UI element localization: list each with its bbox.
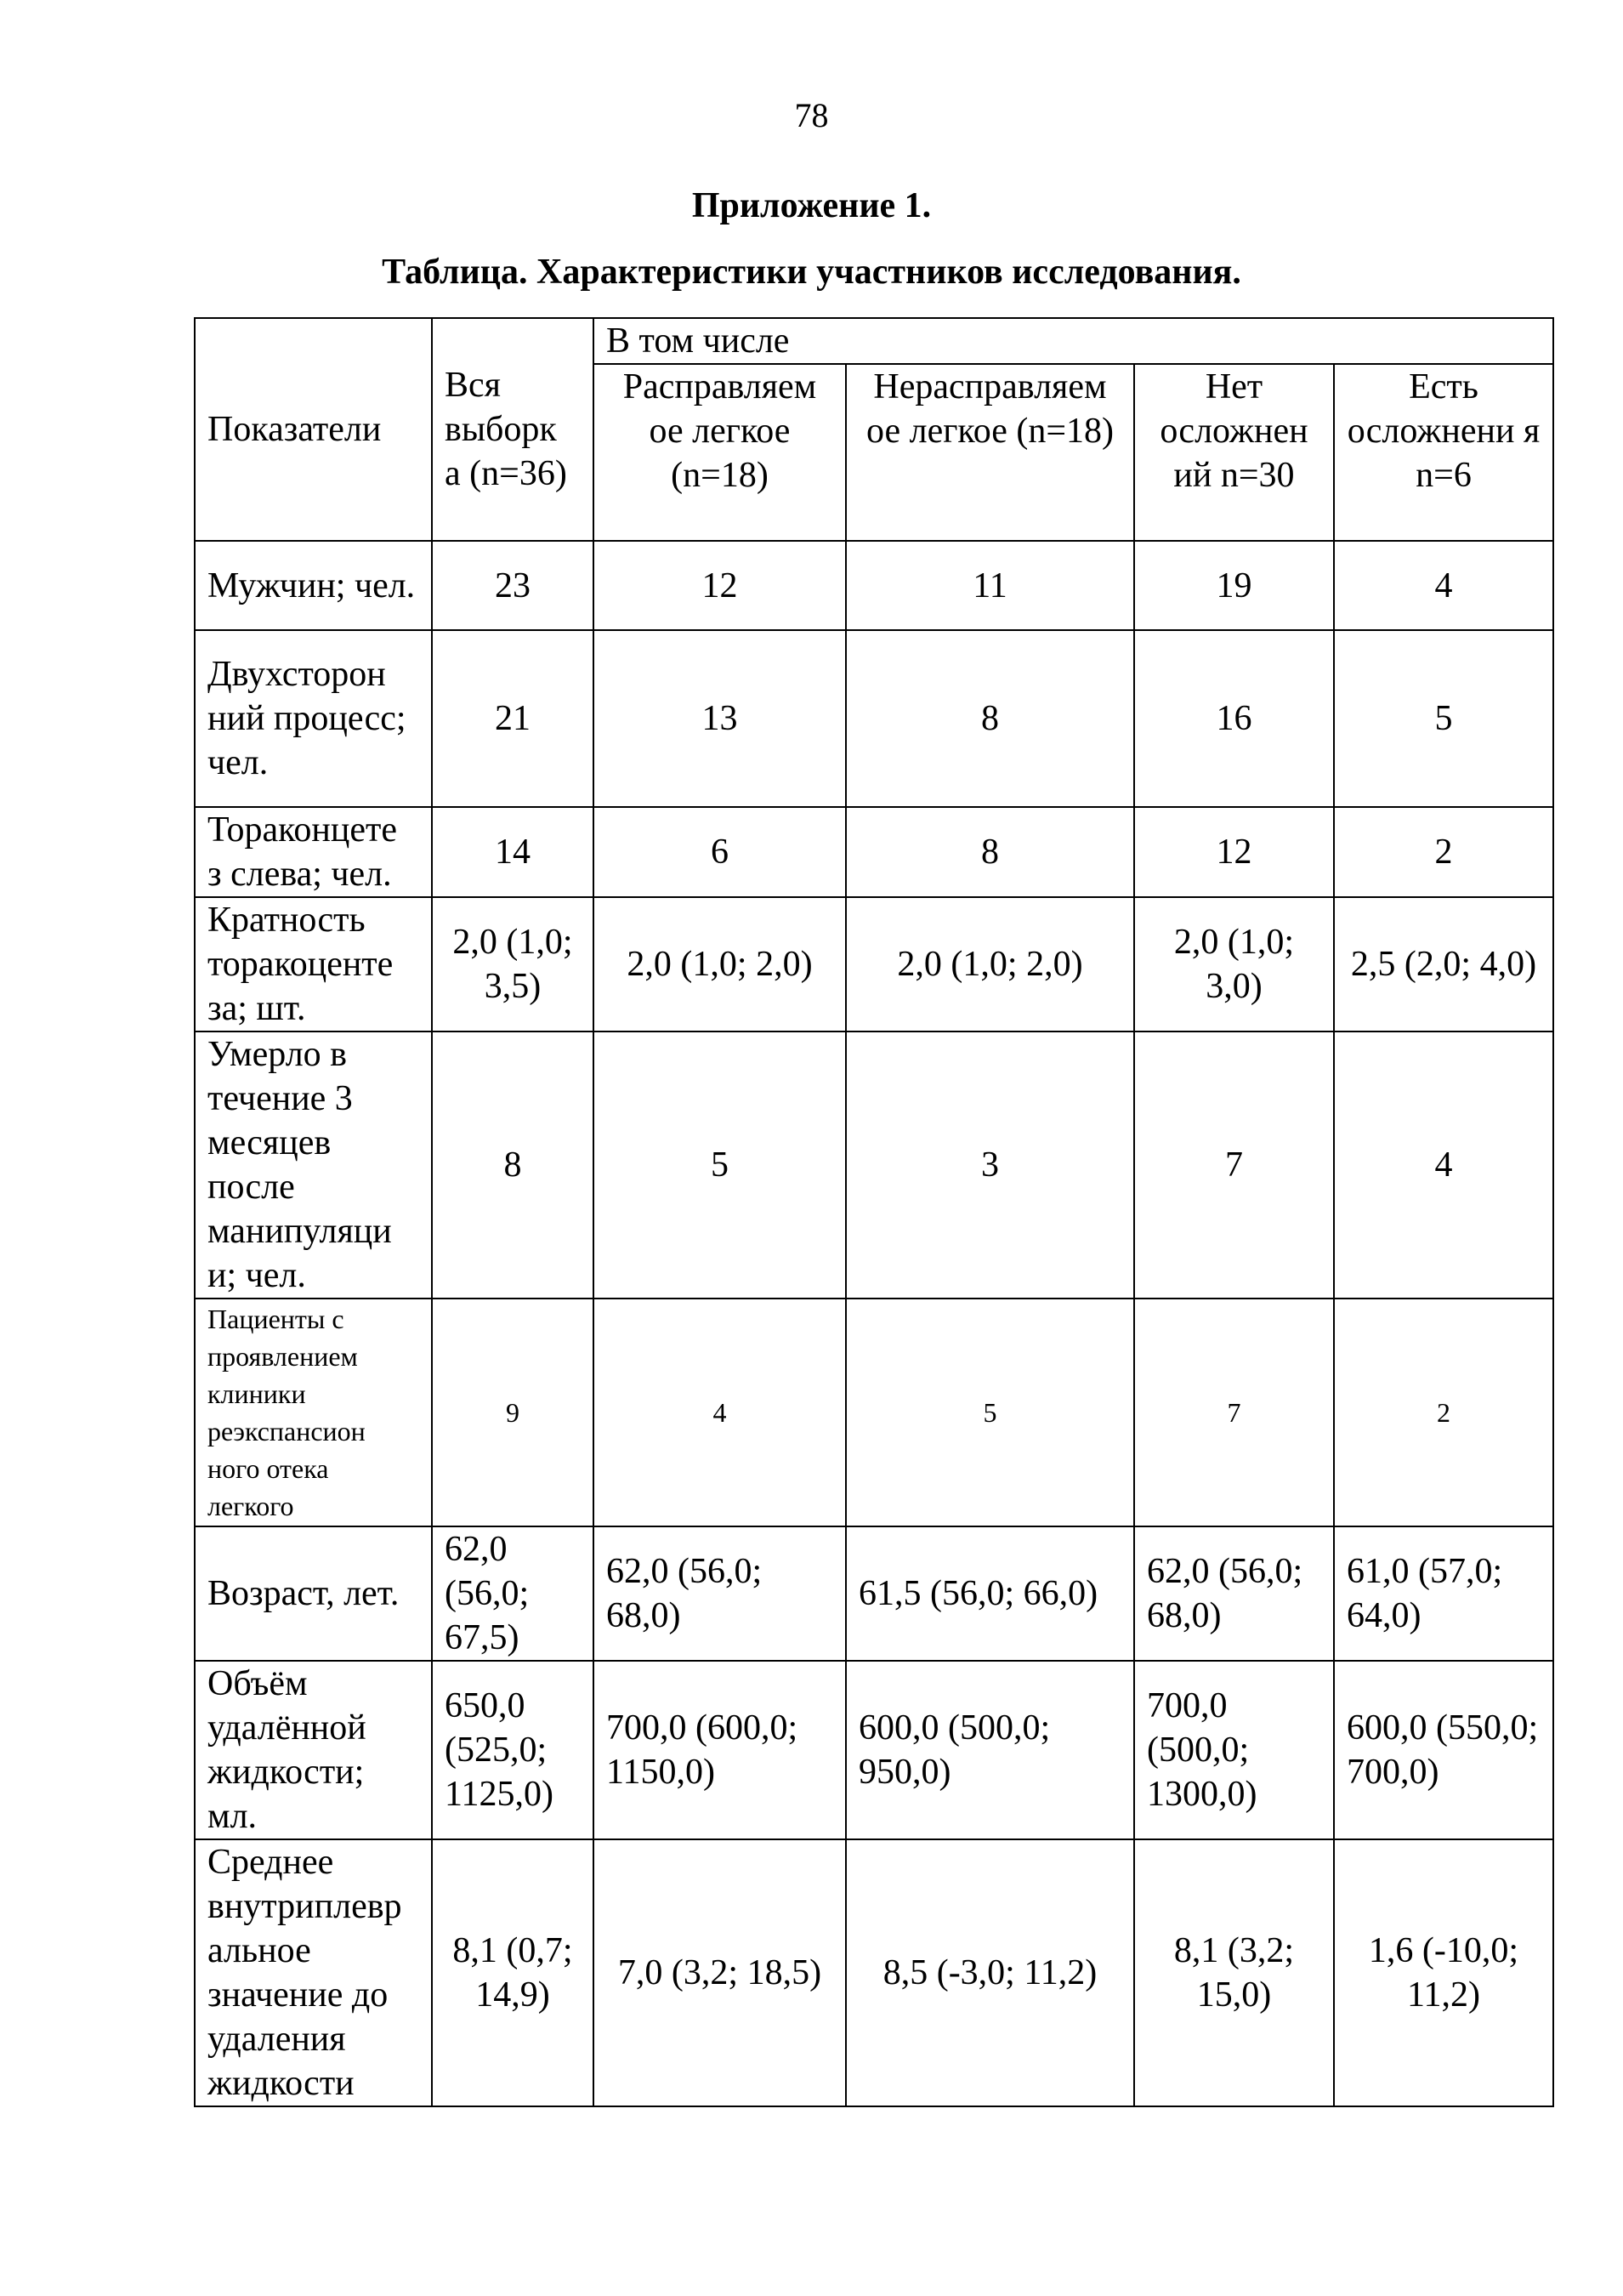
cell-reexpanding: 13 xyxy=(593,630,846,807)
header-indicators: Показатели xyxy=(195,318,432,541)
cell-nonreexpanding: 8 xyxy=(846,630,1134,807)
row-label: Объём удалённой жидкости; мл. xyxy=(195,1661,432,1839)
cell-no-complications: 700,0 (500,0; 1300,0) xyxy=(1134,1661,1334,1839)
cell-no-complications: 2,0 (1,0; 3,0) xyxy=(1134,897,1334,1031)
cell-complications: 600,0 (550,0; 700,0) xyxy=(1334,1661,1553,1839)
table-row xyxy=(195,630,1553,807)
header-no-complications: Нет осложнен ий n=30 xyxy=(1134,364,1334,541)
cell-complications: 2,5 (2,0; 4,0) xyxy=(1334,897,1553,1031)
cell-reexpanding: 6 xyxy=(593,807,846,897)
cell-no-complications: 16 xyxy=(1134,630,1334,807)
cell-nonreexpanding: 11 xyxy=(846,541,1134,630)
cell-reexpanding: 700,0 (600,0; 1150,0) xyxy=(593,1661,846,1839)
row-label: Двухсторон ний процесс; чел. xyxy=(195,630,432,807)
row-label: Тораконцете з слева; чел. xyxy=(195,807,432,897)
cell-complications: 61,0 (57,0; 64,0) xyxy=(1334,1526,1553,1661)
cell-complications: 2 xyxy=(1334,1299,1553,1526)
row-label: Возраст, лет. xyxy=(195,1526,432,1661)
header-total: Вся выборк а (n=36) xyxy=(432,318,593,541)
row-label: Пациенты с проявлением клиники реэкспансион ного отека легкого xyxy=(195,1299,432,1526)
cell-reexpanding: 62,0 (56,0; 68,0) xyxy=(593,1526,846,1661)
table-row xyxy=(195,1839,1553,2106)
cell-nonreexpanding: 5 xyxy=(846,1299,1134,1526)
table-row xyxy=(195,1526,1553,1661)
cell-reexpanding: 5 xyxy=(593,1031,846,1299)
cell-no-complications: 7 xyxy=(1134,1299,1334,1526)
table-row xyxy=(195,1661,1553,1839)
header-nonreexpanding: Нерасправляем ое легкое (n=18) xyxy=(846,364,1134,541)
header-reexpanding: Расправляем ое легкое (n=18) xyxy=(593,364,846,541)
row-label: Умерло в течение 3 месяцев после манипуляци и; чел. xyxy=(195,1031,432,1299)
cell-nonreexpanding: 8 xyxy=(846,807,1134,897)
cell-total: 9 xyxy=(432,1299,593,1526)
cell-no-complications: 12 xyxy=(1134,807,1334,897)
cell-complications: 1,6 (-10,0; 11,2) xyxy=(1334,1839,1553,2106)
cell-nonreexpanding: 8,5 (-3,0; 11,2) xyxy=(846,1839,1134,2106)
cell-total: 8,1 (0,7; 14,9) xyxy=(432,1839,593,2106)
cell-reexpanding: 4 xyxy=(593,1299,846,1526)
cell-no-complications: 19 xyxy=(1134,541,1334,630)
appendix-title: Приложение 1. xyxy=(691,186,932,225)
cell-total: 8 xyxy=(432,1031,593,1299)
cell-nonreexpanding: 3 xyxy=(846,1031,1134,1299)
cell-total: 650,0 (525,0; 1125,0) xyxy=(432,1661,593,1839)
cell-no-complications: 8,1 (3,2; 15,0) xyxy=(1134,1839,1334,2106)
cell-total: 23 xyxy=(432,541,593,630)
row-label: Среднее внутриплевр альное значение до удаления жидкости xyxy=(195,1839,432,2106)
characteristics-table xyxy=(194,317,1554,2107)
header-including: В том числе xyxy=(593,318,1553,364)
cell-complications: 2 xyxy=(1334,807,1553,897)
row-label: Кратность торакоценте за; шт. xyxy=(195,897,432,1031)
header-complications: Есть осложнени я n=6 xyxy=(1334,364,1553,541)
cell-complications: 4 xyxy=(1334,541,1553,630)
cell-complications: 5 xyxy=(1334,630,1553,807)
cell-reexpanding: 2,0 (1,0; 2,0) xyxy=(593,897,846,1031)
cell-nonreexpanding: 61,5 (56,0; 66,0) xyxy=(846,1526,1134,1661)
cell-nonreexpanding: 2,0 (1,0; 2,0) xyxy=(846,897,1134,1031)
cell-complications: 4 xyxy=(1334,1031,1553,1299)
table-row xyxy=(195,1299,1553,1526)
table-row xyxy=(195,897,1553,1031)
cell-reexpanding: 12 xyxy=(593,541,846,630)
cell-total: 14 xyxy=(432,807,593,897)
table-row xyxy=(195,541,1553,630)
page-number: 78 xyxy=(794,96,829,134)
cell-nonreexpanding: 600,0 (500,0; 950,0) xyxy=(846,1661,1134,1839)
table-title: Таблица. Характеристики участников исследования. xyxy=(382,253,1241,292)
row-label: Мужчин; чел. xyxy=(195,541,432,630)
table-row xyxy=(195,1031,1553,1299)
cell-no-complications: 7 xyxy=(1134,1031,1334,1299)
cell-total: 21 xyxy=(432,630,593,807)
cell-no-complications: 62,0 (56,0; 68,0) xyxy=(1134,1526,1334,1661)
cell-total: 62,0 (56,0; 67,5) xyxy=(432,1526,593,1661)
cell-total: 2,0 (1,0; 3,5) xyxy=(432,897,593,1031)
table-row xyxy=(195,807,1553,897)
cell-reexpanding: 7,0 (3,2; 18,5) xyxy=(593,1839,846,2106)
header-row-1 xyxy=(195,318,1553,364)
